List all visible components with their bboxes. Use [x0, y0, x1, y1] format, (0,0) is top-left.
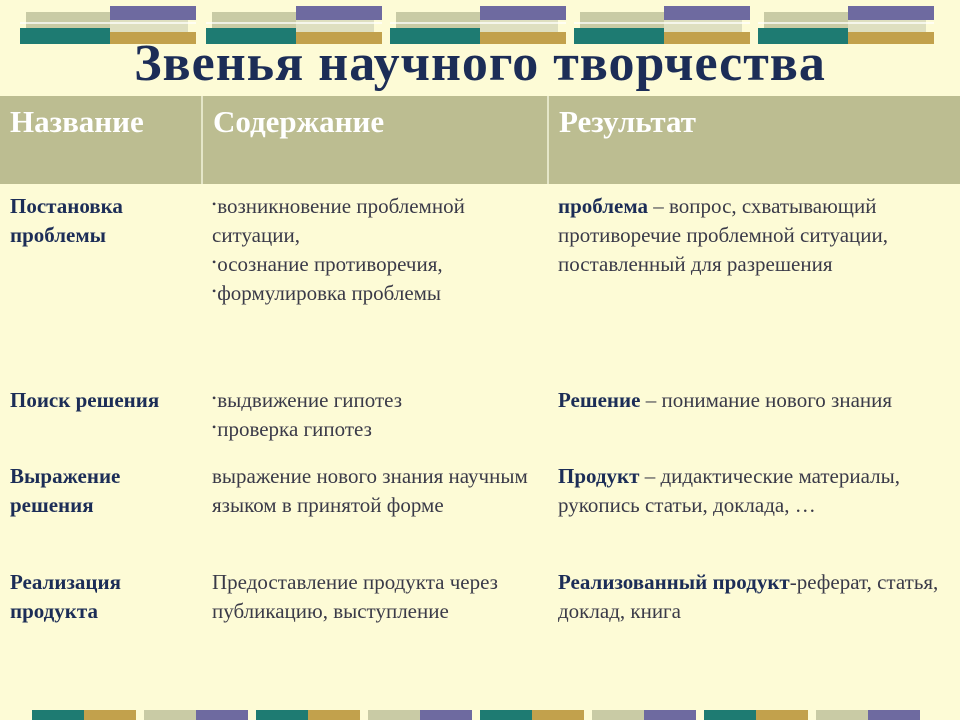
bullet-icon: • [212, 255, 217, 269]
decor-block [704, 710, 808, 720]
bullet-item: •осознание противоречия, [212, 252, 443, 276]
header-result: Результат [548, 96, 960, 184]
slide-title: Звенья научного творчества [134, 35, 826, 92]
row-content [202, 184, 548, 386]
table-row [0, 386, 960, 462]
result-term: Реализованный продукт [558, 570, 790, 594]
result-text: -реферат, статья, доклад, книга [558, 570, 939, 623]
row-result [548, 462, 960, 568]
decor-block [256, 710, 360, 720]
row-content: Предоставление продукта через публикацию, выступление [212, 570, 498, 623]
decor-block [480, 710, 584, 720]
row-result [548, 386, 960, 462]
bullet-icon: • [212, 420, 217, 434]
row-result [548, 568, 960, 664]
row-content [202, 386, 548, 462]
table-row [0, 462, 960, 568]
bullet-item: •возникновение проблемной ситуации, [212, 194, 465, 247]
row-name: Реализация продукта [10, 570, 121, 623]
bullet-icon: • [212, 197, 217, 211]
result-text: – вопрос, схватывающий противоречие проблемной ситуации, поставленный для разрешения [558, 194, 889, 276]
row-result [548, 184, 960, 386]
decor-block [592, 710, 696, 720]
bullet-item: •формулировка проблемы [212, 281, 442, 305]
decor-block [32, 710, 136, 720]
table-header-row [0, 96, 960, 184]
table-row [0, 568, 960, 664]
bullet-item: •выдвижение гипотез [212, 388, 403, 412]
result-term: проблема [558, 194, 649, 218]
bullet-item: •проверка гипотез [212, 417, 372, 441]
row-name: Поиск решения [10, 388, 160, 412]
result-text: – понимание нового знания [640, 388, 893, 412]
bullet-icon: • [212, 391, 217, 405]
row-name: Постановка проблемы [10, 194, 123, 247]
bullet-icon: • [212, 284, 217, 298]
decor-block [368, 710, 472, 720]
content-table [0, 96, 960, 664]
decor-block [816, 710, 920, 720]
result-term: Продукт [558, 464, 640, 488]
table-row [0, 184, 960, 386]
row-content: выражение нового знания научным языком в принятой форме [212, 464, 528, 517]
bottom-decorative-band [32, 710, 960, 720]
header-content: Содержание [202, 96, 548, 184]
decor-block [144, 710, 248, 720]
row-name: Выражение решения [10, 464, 121, 517]
header-name: Название [0, 96, 202, 184]
result-term: Решение [558, 388, 641, 412]
result-text: – дидактические материалы, рукопись статьи, доклада, … [558, 464, 900, 517]
